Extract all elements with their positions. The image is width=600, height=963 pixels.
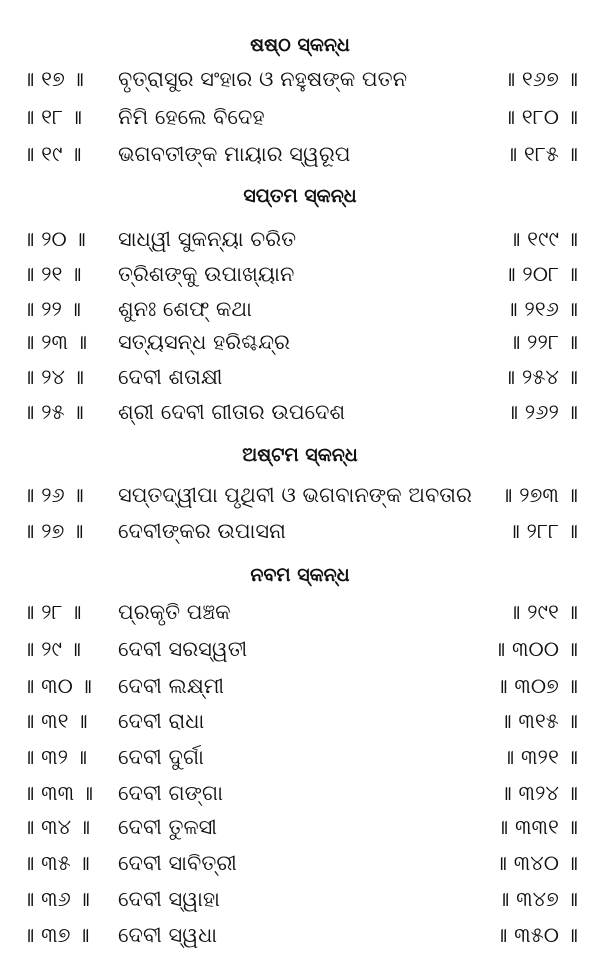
- chapter-number: ॥ ୩୩ ॥: [22, 781, 94, 805]
- chapter-number: ॥ ୨୩ ॥: [22, 330, 88, 354]
- chapter-title: ଦେବୀ ସ୍ୱାହା: [118, 887, 220, 911]
- chapter-number: ॥ ୩୬ ॥: [22, 887, 90, 911]
- chapter-title: ଭଗବତୀଙ୍କ ମାୟାର ସ୍ୱରୂପ: [118, 142, 351, 166]
- page-number: ॥ ୩୨୧ ॥: [501, 745, 578, 769]
- chapter-title: ଦେବୀଙ୍କର ଉପାସନା: [118, 519, 286, 543]
- page-number: ॥ ୩୪୭ ॥: [497, 887, 578, 911]
- chapter-title: ଦେବୀ ଗଙ୍ଗା: [118, 781, 223, 805]
- toc-row: [0, 62, 600, 96]
- chapter-number: ॥ ୩୨ ॥: [22, 745, 88, 769]
- chapter-number: ॥ ୧୯ ॥: [22, 142, 82, 166]
- page-number: ॥ ୨୧୬ ॥: [505, 297, 578, 321]
- toc-row: [0, 918, 600, 952]
- chapter-number: ॥ ୨୫ ॥: [22, 400, 84, 424]
- toc-row: [0, 882, 600, 916]
- page-number: ॥ ୨୮୮ ॥: [507, 519, 578, 543]
- chapter-number: ॥ ୨୪ ॥: [22, 365, 85, 389]
- page-number: ॥ ୩୩୧ ॥: [495, 815, 578, 839]
- section-heading-9: ନବମ ସ୍କନ୍ଧ: [250, 564, 350, 586]
- page-number: ॥ ୨୨୮ ॥: [507, 330, 578, 354]
- chapter-title: ଦେବୀ ଲକ୍ଷ୍ମୀ: [118, 674, 225, 698]
- chapter-title: ଦେବୀ ରାଧା: [118, 709, 205, 733]
- chapter-number: ॥ ୨୧ ॥: [22, 262, 82, 286]
- toc-row: [0, 595, 600, 629]
- toc-row: [0, 360, 600, 394]
- chapter-title: ଦେବୀ ଦୁର୍ଗା: [118, 745, 204, 769]
- toc-row: [0, 632, 600, 666]
- toc-row: [0, 478, 600, 512]
- chapter-title: ଦେବୀ ସାବିତ୍ରୀ: [118, 851, 237, 875]
- chapter-number: ॥ ୨୬ ॥: [22, 483, 84, 507]
- toc-row: [0, 222, 600, 256]
- toc-row: [0, 776, 600, 810]
- toc-row: [0, 740, 600, 774]
- page-number: ॥ ୨୯୧ ॥: [507, 600, 578, 624]
- page-number: ॥ ୩୧୫ ॥: [499, 709, 578, 733]
- page-number: ॥ ୩୦୭ ॥: [495, 674, 578, 698]
- section-heading-6: ଷଷ୍ଠ ସ୍କନ୍ଧ: [250, 34, 350, 56]
- chapter-title: ଶୁନଃ ଶେଫ୍ କଥା: [118, 297, 252, 321]
- toc-row: [0, 257, 600, 291]
- chapter-title: ଶ୍ରୀ ଦେବୀ ଗୀତାର ଉପଦେଶ: [118, 400, 346, 424]
- toc-row: [0, 704, 600, 738]
- toc-row: [0, 395, 600, 429]
- section-heading-8: ଅଷ୍ଟମ ସ୍କନ୍ଧ: [242, 444, 358, 466]
- chapter-title: ଦେବୀ ଶତାକ୍ଷୀ: [118, 365, 223, 389]
- page-number: ॥ ୧୮୫ ॥: [504, 142, 578, 166]
- toc-row: [0, 846, 600, 880]
- page-number: ॥ ୩୦୦ ॥: [492, 637, 578, 661]
- chapter-title: ସତ୍ୟସନ୍ଧ ହରିଶ୍ଚନ୍ଦ୍ର: [118, 330, 290, 354]
- chapter-number: ॥ ୩୫ ॥: [22, 851, 90, 875]
- chapter-title: ବୃତ୍ରାସୁର ସଂହାର ଓ ନହୁଷଙ୍କ ପତନ: [118, 67, 408, 91]
- chapter-number: ॥ ୨୨ ॥: [22, 297, 82, 321]
- toc-row: [0, 669, 600, 703]
- chapter-title: ନିମି ହେଲେ ବିଦେହ: [118, 105, 265, 129]
- chapter-title: ସପ୍ତଦ୍ୱୀପା ପୃଥିବୀ ଓ ଭଗବାନଙ୍କ ଅବତାର: [118, 483, 472, 507]
- toc-row: [0, 325, 600, 359]
- chapter-title: ଦେବୀ ତୁଳସୀ: [118, 815, 217, 839]
- page-number: ॥ ୨୫୪ ॥: [502, 365, 578, 389]
- page-number: ॥ ୩୨୪ ॥: [499, 781, 578, 805]
- chapter-title: ତ୍ରିଶଙ୍କୁ ଉପାଖ୍ୟାନ: [118, 262, 295, 286]
- page-number: ॥ ୧୬୭ ॥: [502, 67, 578, 91]
- toc-row: [0, 100, 600, 134]
- page-number: ॥ ୧୮୦ ॥: [502, 105, 578, 129]
- chapter-number: ॥ ୩୪ ॥: [22, 815, 91, 839]
- toc-row: [0, 292, 600, 326]
- chapter-title: ପ୍ରକୃତି ପଞ୍ଚକ: [118, 600, 231, 624]
- chapter-number: ॥ ୩୧ ॥: [22, 709, 88, 733]
- page-number: ॥ ୨୦୮ ॥: [503, 262, 578, 286]
- section-heading-7: ସପ୍ତମ ସ୍କନ୍ଧ: [243, 185, 357, 207]
- chapter-number: ॥ ୩୭ ॥: [22, 923, 90, 947]
- chapter-number: ॥ ୨୭ ॥: [22, 519, 84, 543]
- chapter-number: ॥ ୨୯ ॥: [22, 637, 82, 661]
- page-number: ॥ ୩୪୦ ॥: [494, 851, 578, 875]
- toc-row: [0, 137, 600, 171]
- toc-row: [0, 514, 600, 548]
- toc-row: [0, 810, 600, 844]
- page-number: ॥ ୨୬୨ ॥: [505, 400, 578, 424]
- chapter-number: ॥ ୨୦ ॥: [22, 227, 86, 251]
- chapter-number: ॥ ୨୮ ॥: [22, 600, 82, 624]
- page-number: ॥ ୩୫୦ ॥: [495, 923, 578, 947]
- page-number: ॥ ୨୭୩ ॥: [500, 483, 578, 507]
- chapter-number: ॥ ୩୦ ॥: [22, 674, 92, 698]
- page-number: ॥ ୧୯୯ ॥: [508, 227, 578, 251]
- chapter-title: ଦେବୀ ସ୍ୱଧା: [118, 923, 218, 947]
- chapter-number: ॥ ୧୭ ॥: [22, 67, 84, 91]
- chapter-title: ଦେବୀ ସରସ୍ୱତୀ: [118, 637, 248, 661]
- chapter-number: ॥ ୧୮ ॥: [22, 105, 83, 129]
- chapter-title: ସାଧ୍ୱୀ ସୁକନ୍ୟା ଚରିତ: [118, 227, 297, 251]
